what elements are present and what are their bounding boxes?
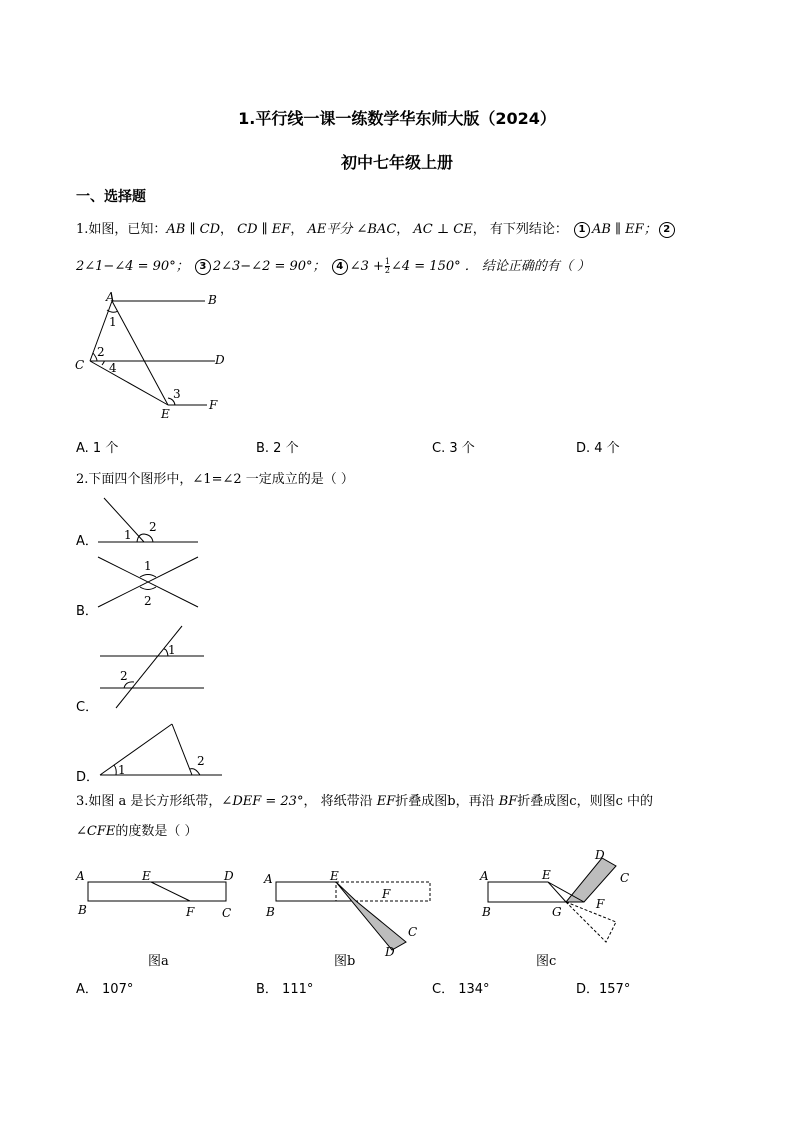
circled-number: 4 xyxy=(332,259,348,275)
fold-line-ef xyxy=(151,882,190,901)
q2-figure-d xyxy=(98,718,224,780)
point-c-label: C xyxy=(75,358,85,372)
q1-conclusion3: 2∠3−∠2 = 90°； xyxy=(212,259,326,274)
point-c-label: C xyxy=(620,871,630,885)
doc-subtitle: 初中七年级上册 xyxy=(340,153,453,172)
q2-figure-b xyxy=(98,555,210,611)
point-f-label: F xyxy=(596,897,605,911)
q3-option-a[interactable]: A． 107° xyxy=(76,982,134,997)
point-f-label: F xyxy=(209,398,218,412)
sep: ， xyxy=(290,222,304,237)
q1-conclusion2: 2∠1−∠4 = 90°； xyxy=(76,259,189,274)
angle-arc-1 xyxy=(114,765,116,775)
point-b-label: B xyxy=(482,905,491,919)
angle-arc-top xyxy=(140,575,156,578)
q3-text: 的度数是（ ） xyxy=(115,824,198,839)
angle-arc xyxy=(137,534,153,542)
point-b-label: B xyxy=(78,903,87,917)
angle-label-1: 1 xyxy=(118,763,126,777)
angle-label-2: 2 xyxy=(144,594,152,608)
original-fold-dashed xyxy=(566,902,616,942)
point-f-label: F xyxy=(186,905,195,919)
point-d-label: D xyxy=(224,869,234,883)
point-e-label: E xyxy=(330,869,339,883)
point-d-label: D xyxy=(595,848,605,862)
angle-label-1: 1 xyxy=(168,643,176,657)
angle-label-1: 1 xyxy=(124,528,132,542)
q1-conclusion1: AB ∥ EF； xyxy=(591,222,657,237)
angle-label-2: 2 xyxy=(197,754,205,768)
q1-figure xyxy=(70,288,240,420)
angle-label-2: 2 xyxy=(149,520,157,534)
q3-figure-b xyxy=(264,866,440,962)
angle-arc-4 xyxy=(102,361,104,365)
transversal xyxy=(116,626,182,708)
point-b-label: B xyxy=(208,293,217,307)
section-heading: 一、选择题 xyxy=(76,189,146,205)
q2-figure-a xyxy=(98,496,208,546)
q1-cond1: AB ∥ CD xyxy=(166,222,220,237)
q2-stem: 2.下面四个图形中，∠1=∠2 一定成立的是（ ） xyxy=(76,472,354,487)
q3-line2 xyxy=(76,820,198,839)
caption-fig-c: 图c xyxy=(536,954,557,969)
q1-cond4: AC ⊥ CE xyxy=(413,222,473,237)
q3-option-c[interactable]: C． 134° xyxy=(432,982,490,997)
q1-option-d[interactable]: D. 4 个 xyxy=(576,441,620,456)
folded-part-shaded xyxy=(336,882,406,950)
point-c-label: C xyxy=(408,925,418,939)
q2-label-a[interactable]: A． xyxy=(76,534,98,549)
caption-fig-b: 图b xyxy=(334,954,356,969)
point-d-label: D xyxy=(215,353,225,367)
q3-angle-given: ∠DEF = 23° xyxy=(221,794,304,809)
angle-label-1: 1 xyxy=(144,559,152,573)
angle-label-3: 3 xyxy=(173,387,181,401)
fraction-num: 1 xyxy=(384,257,390,266)
q3-text: 折叠成图c，则图c 中的 xyxy=(517,794,653,809)
q1-line2 xyxy=(76,255,590,275)
q1-option-c[interactable]: C. 3 个 xyxy=(432,441,475,456)
q1-option-a[interactable]: A. 1 个 xyxy=(76,441,119,456)
point-c-label: C xyxy=(222,906,232,920)
q1-text: ， 有下列结论： xyxy=(472,222,568,237)
q1-cond3: AE平分 ∠BAC xyxy=(307,222,397,237)
point-e-label: E xyxy=(542,868,551,882)
doc-title: 1.平行线一课一练数学华东师大版（2024） xyxy=(238,109,556,128)
point-a-label: A xyxy=(480,869,489,883)
q1-cond2: CD ∥ EF xyxy=(237,222,291,237)
fraction xyxy=(385,258,390,275)
sep: ， xyxy=(220,222,234,237)
circled-number: 3 xyxy=(195,259,211,275)
q3-text: 3.如图 a 是长方形纸带， xyxy=(76,794,222,809)
fold-line-ef xyxy=(548,882,566,902)
q3-figure-c xyxy=(480,846,640,950)
angle-label-1: 1 xyxy=(109,315,117,329)
q2-figure-c xyxy=(98,622,210,712)
point-a-label: A xyxy=(106,290,115,304)
circled-number: 1 xyxy=(574,222,590,238)
circled-number: 2 xyxy=(659,222,675,238)
angle-label-2: 2 xyxy=(97,345,105,359)
angle-label-2: 2 xyxy=(120,669,128,683)
q1-conclusion4-end: ∠4 = 150° ． 结论正确的有（ ） xyxy=(390,259,591,274)
angle-arc-bottom xyxy=(140,587,156,590)
q2-label-c[interactable]: C． xyxy=(76,700,99,715)
q3-text: 折叠成图b，再沿 xyxy=(395,794,495,809)
triangle-side-right xyxy=(172,724,192,775)
q3-angle-asked: ∠CFE xyxy=(76,824,116,839)
fraction-den: 2 xyxy=(384,266,390,275)
q3-option-b[interactable]: B． 111° xyxy=(256,982,314,997)
q1-option-b[interactable]: B. 2 个 xyxy=(256,441,299,456)
q1-text: 1.如图，已知： xyxy=(76,222,167,237)
sep: ， xyxy=(396,222,410,237)
q2-label-b[interactable]: B． xyxy=(76,604,98,619)
point-a-label: A xyxy=(264,872,273,886)
q3-text: ， 将纸带沿 xyxy=(303,794,373,809)
point-g-label: G xyxy=(552,905,562,919)
point-b-label: B xyxy=(266,905,275,919)
folded-part-shaded xyxy=(566,858,616,902)
q3-segment-bf: BF xyxy=(498,794,518,809)
point-f-label: F xyxy=(382,887,391,901)
caption-fig-a: 图a xyxy=(148,954,169,969)
point-e-label: E xyxy=(142,869,151,883)
q3-figure-a xyxy=(76,866,246,926)
q3-option-d[interactable]: D．157° xyxy=(576,982,631,997)
point-e-label: E xyxy=(161,407,170,421)
q3-line1 xyxy=(76,790,653,809)
q1-line1 xyxy=(76,218,677,238)
triangle-side-left xyxy=(100,724,172,775)
q2-label-d[interactable]: D． xyxy=(76,770,100,785)
point-a-label: A xyxy=(76,869,85,883)
q3-segment-ef: EF xyxy=(376,794,396,809)
angle-label-4: 4 xyxy=(109,361,117,375)
point-d-label: D xyxy=(385,945,395,959)
q1-conclusion4: ∠3 + xyxy=(349,259,384,274)
